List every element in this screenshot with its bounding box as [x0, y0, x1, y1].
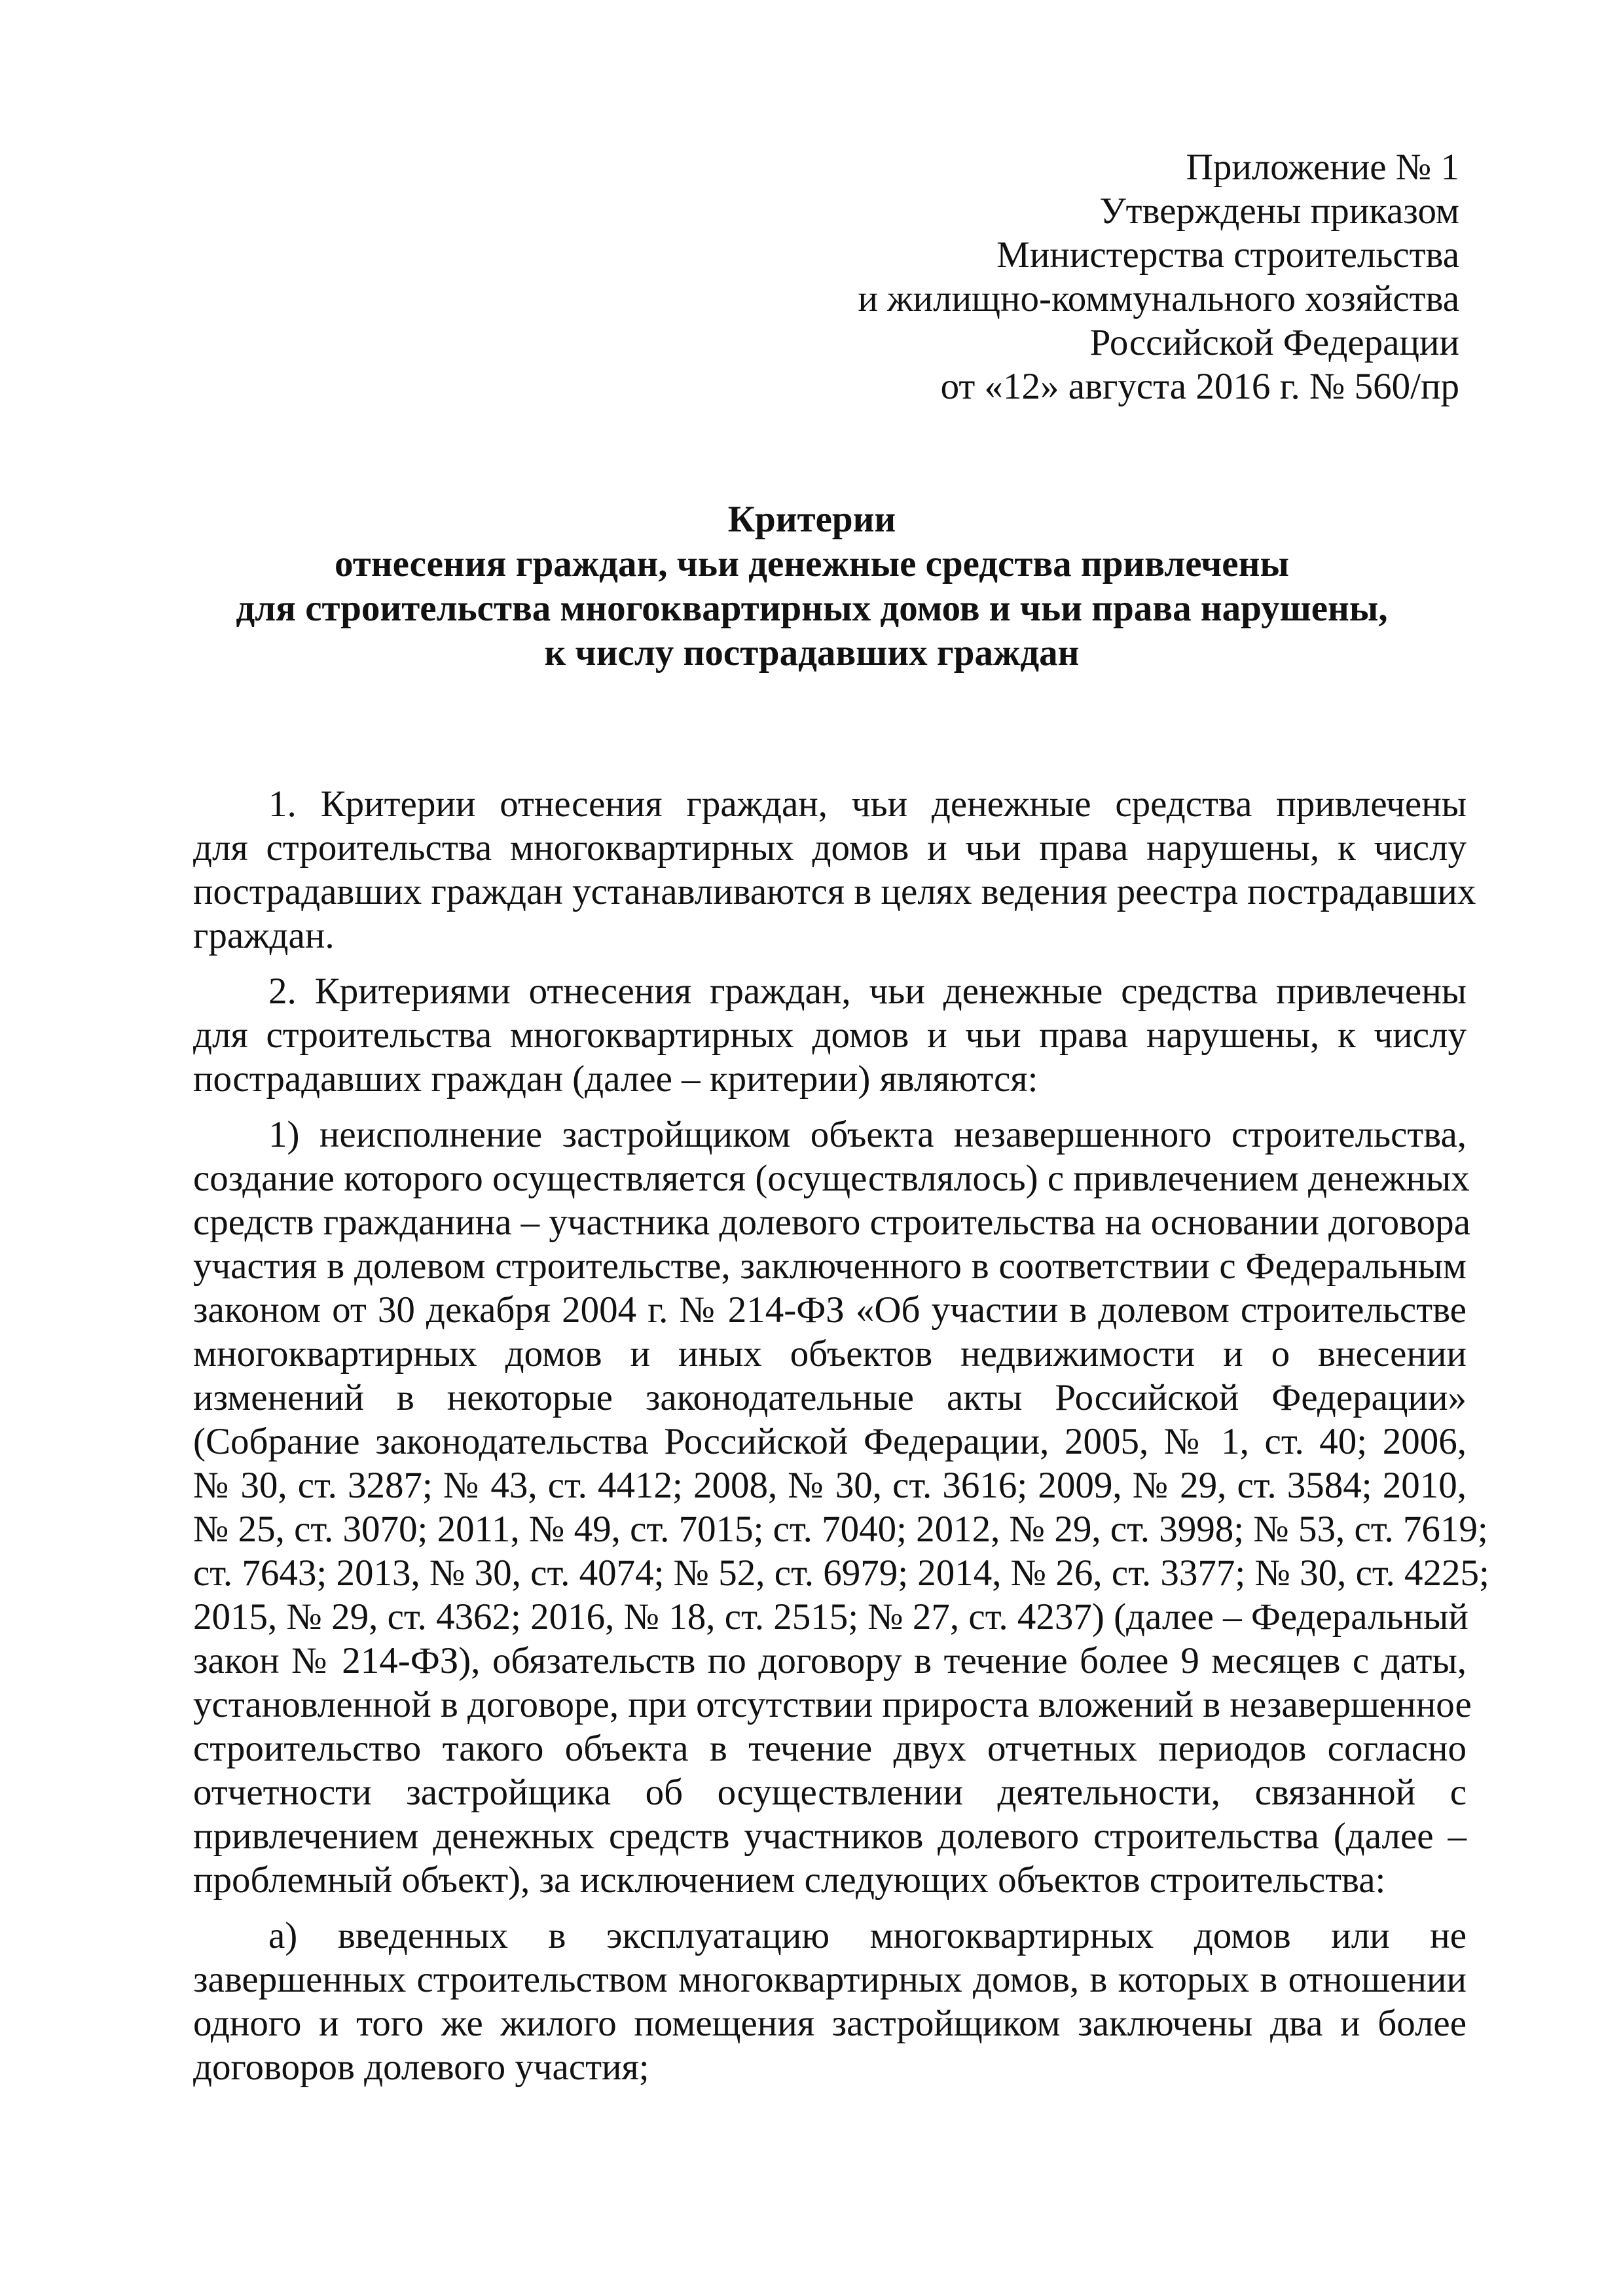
header-line: Министерства строительства — [996, 234, 1459, 276]
text-line: договоров долевого участия; — [193, 2047, 649, 2088]
text-line: создание которого осуществляется (осуществлялось) с привлечением денежных — [193, 1158, 1470, 1199]
text-line: установленной в договоре, при отсутствии прироста вложений в незавершенное — [193, 1684, 1472, 1725]
text-line: одного и того же жилого помещения застройщиком заключены два и более — [193, 2003, 1467, 2044]
text-line: ст. 7643; 2013, № 30, ст. 4074; № 52, ст. 6979; 2014, № 26, ст. 3377; № 30, ст. 4225; — [193, 1552, 1489, 1594]
header-line: Приложение № 1 — [1186, 147, 1459, 188]
text-line: № 25, ст. 3070; 2011, № 49, ст. 7015; ст. 7040; 2012, № 29, ст. 3998; № 53, ст. 7619; — [193, 1509, 1488, 1550]
text-line: (Собрание законодательства Российской Федерации, 2005, № 1, ст. 40; 2006, — [193, 1421, 1467, 1462]
text-line: пострадавших граждан (далее – критерии) являются: — [193, 1058, 1038, 1100]
text-line: изменений в некоторые законодательные акты Российской Федерации» — [193, 1377, 1467, 1418]
title-line: к числу пострадавших граждан — [544, 632, 1080, 673]
document-body — [193, 782, 1489, 2101]
text-line: граждан. — [193, 915, 335, 956]
title-line: для строительства многоквартирных домов и чьи права нарушены, — [236, 588, 1388, 629]
text-line: для строительства многоквартирных домов и чьи права нарушены, к числу — [193, 827, 1467, 869]
text-line: отчетности застройщика об осуществлении деятельности, связанной с — [193, 1772, 1467, 1813]
text-line: 2. Критериями отнесения граждан, чьи денежные средства привлечены — [268, 971, 1467, 1012]
text-line: пострадавших граждан устанавливаются в целях ведения реестра пострадавших — [193, 871, 1476, 912]
text-line: привлечением денежных средств участников долевого строительства (далее – — [193, 1816, 1467, 1857]
paragraph-1 — [193, 782, 1476, 958]
paragraph-4 — [193, 1914, 1467, 2089]
text-line: № 30, ст. 3287; № 43, ст. 4412; 2008, № 30, ст. 3616; 2009, № 29, ст. 3584; 2010, — [193, 1465, 1467, 1506]
text-line: закон № 214-ФЗ), обязательств по договору в течение более 9 месяцев с даты, — [193, 1640, 1467, 1681]
header-line: Российской Федерации — [1089, 322, 1459, 363]
header-line: Утверждены приказом — [1099, 190, 1459, 232]
paragraph-3 — [193, 1113, 1489, 1902]
text-line: законом от 30 декабря 2004 г. № 214-ФЗ «Об участии в долевом строительстве — [193, 1289, 1467, 1331]
text-line: 2015, № 29, ст. 4362; 2016, № 18, ст. 2515; № 27, ст. 4237) (далее – Федеральный — [193, 1596, 1468, 1638]
approval-header — [608, 145, 1459, 408]
text-line: средств гражданина – участника долевого строительства на основании договора — [193, 1202, 1470, 1243]
text-line: строительство такого объекта в течение двух отчетных периодов согласно — [193, 1728, 1467, 1769]
text-line: завершенных строительством многоквартирных домов, в которых в отношении — [193, 1959, 1467, 2000]
document-title — [157, 497, 1467, 675]
text-line: проблемный объект), за исключением следующих объектов строительства: — [193, 1859, 1386, 1901]
title-line: отнесения граждан, чьи денежные средства привлечены — [335, 543, 1289, 584]
text-line: для строительства многоквартирных домов и чьи права нарушены, к числу — [193, 1014, 1467, 1056]
paragraph-2 — [193, 969, 1467, 1101]
header-line: и жилищно-коммунального хозяйства — [858, 278, 1459, 319]
text-line: участия в долевом строительстве, заключенного в соответствии с Федеральным — [193, 1246, 1467, 1287]
text-line: 1. Критерии отнесения граждан, чьи денежные средства привлечены — [268, 783, 1467, 825]
text-line: многоквартирных домов и иных объектов недвижимости и о внесении — [193, 1333, 1467, 1374]
text-line: 1) неисполнение застройщиком объекта незавершенного строительства, — [268, 1114, 1467, 1155]
text-line: а) введенных в эксплуатацию многоквартирных домов или не — [268, 1915, 1467, 1956]
header-line: от «12» августа 2016 г. № 560/пр — [940, 366, 1459, 407]
title-line: Критерии — [727, 499, 896, 540]
